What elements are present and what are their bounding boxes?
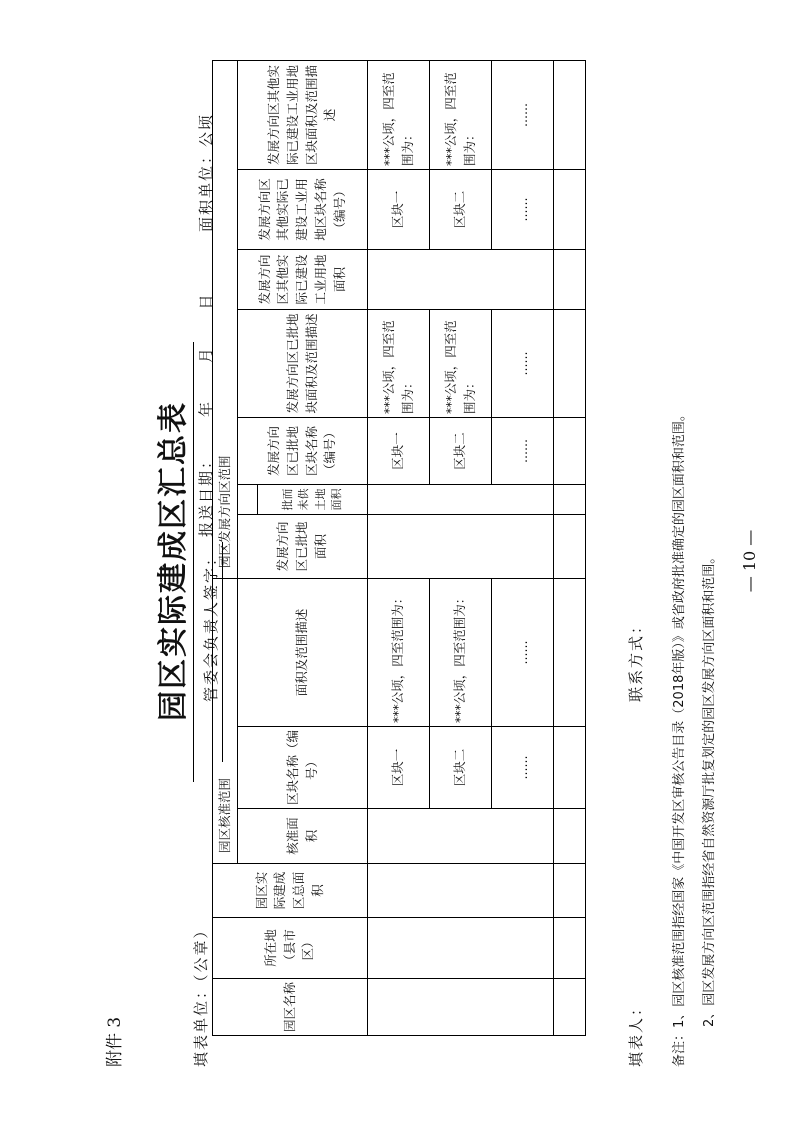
- cell-block-name: 区块二: [430, 727, 492, 809]
- contact-label: 联系方式：: [627, 616, 645, 702]
- cell-area-desc: ……: [492, 579, 554, 727]
- header-dev-other-built-block: 发展方向区其他实际已建设工业用地区块名称（编号）: [238, 170, 368, 250]
- cell-dev-other-block: 区块一: [368, 170, 430, 250]
- header-dev-approved-area: 发展方向区已批地面积: [238, 515, 368, 579]
- cell-dev-other-block: ……: [492, 170, 554, 250]
- cell-dev-other-desc: ***公顷，四至范围为：: [430, 60, 492, 169]
- signature-label: 管委会负责人签字：: [202, 548, 220, 702]
- header-dev-range: 园区发展方向区范围: [213, 60, 238, 578]
- page-title: 园区实际建成区汇总表: [156, 401, 191, 721]
- cell-approved-area: [368, 809, 554, 864]
- table-row-blank: [554, 60, 586, 1035]
- header-dev-other-built-area: 发展方向区其他实际已建设工业用地面积: [238, 250, 368, 310]
- header-dev-block-name: 发展方向区已批地区块名称（编号）: [238, 418, 368, 485]
- header-approved-range: 园区核准范围: [213, 579, 238, 864]
- cell-location: [368, 918, 554, 979]
- cell-total-area: [368, 864, 554, 918]
- cell-dev-approved-area: [368, 515, 554, 579]
- cell-dev-area-desc: ***公顷，四至范围为：: [368, 310, 430, 418]
- cell-dev-other-block: 区块二: [430, 170, 492, 250]
- filler-label: 填表人：: [627, 998, 645, 1067]
- cell-area-desc: ***公顷，四至范围为：: [368, 579, 430, 727]
- cell-dev-other-desc: ……: [492, 60, 554, 169]
- cell-park-name: [368, 979, 554, 1036]
- cell-area-desc: ***公顷，四至范围为：: [430, 579, 492, 727]
- page-number: — 10 —: [740, 529, 759, 593]
- cell-dev-other-built-area: [368, 250, 554, 310]
- cell-dev-block-name: ……: [492, 418, 554, 485]
- header-park-name: 园区名称: [213, 979, 368, 1036]
- cell-block-name: 区块一: [368, 727, 430, 809]
- header-approved-area: 核准面积: [238, 809, 368, 864]
- table-row: [368, 60, 430, 1035]
- header-dev-unsupplied: 批而未供土地面积: [258, 485, 368, 515]
- header-block-name: 区块名称（编号）: [238, 727, 368, 809]
- report-date-ymd: 年 月 日: [197, 292, 215, 417]
- cell-dev-block-name: 区块一: [368, 418, 430, 485]
- cell-dev-block-name: 区块二: [430, 418, 492, 485]
- title-underline: [193, 342, 194, 782]
- header-location: 所在地（县市区）: [213, 918, 368, 979]
- cell-dev-area-desc: ……: [492, 310, 554, 418]
- cell-dev-area-desc: ***公顷，四至范围为：: [430, 310, 492, 418]
- header-area-range-desc: 面积及范围描述: [238, 579, 368, 727]
- fill-unit-label: 填表单位：（公章）: [192, 921, 210, 1067]
- report-date-label: 报送日期：: [197, 451, 215, 537]
- header-dev-other-built-desc: 发展方向区其他实际已建设工业用地区块面积及范围描述: [238, 60, 368, 169]
- note-2: 2、园区发展方向区范围指经省自然资源厅批复划定的园区发展方向区面积和范围。: [702, 550, 717, 1027]
- attachment-label: 附件 3: [105, 1016, 125, 1067]
- header-total-area: 园区实际建成区总面积: [213, 864, 368, 918]
- note-1: 备注：1、园区核准范围指经国家《中国开发区审核公告目录（2018年版）》或省政府批准确定的园区面积和范围。: [672, 408, 687, 1067]
- summary-table-container: [212, 61, 585, 1036]
- header-dev-area-desc: 发展方向区已批地块面积及范围描述: [238, 310, 368, 418]
- cell-dev-other-desc: ***公顷，四至范围为：: [368, 60, 430, 169]
- summary-table: [212, 60, 586, 1036]
- cell-dev-unsupplied: [368, 485, 554, 515]
- header-unsupplied-top: [238, 485, 258, 515]
- area-unit-label: 面积单位：公顷: [197, 112, 215, 232]
- cell-block-name: ……: [492, 727, 554, 809]
